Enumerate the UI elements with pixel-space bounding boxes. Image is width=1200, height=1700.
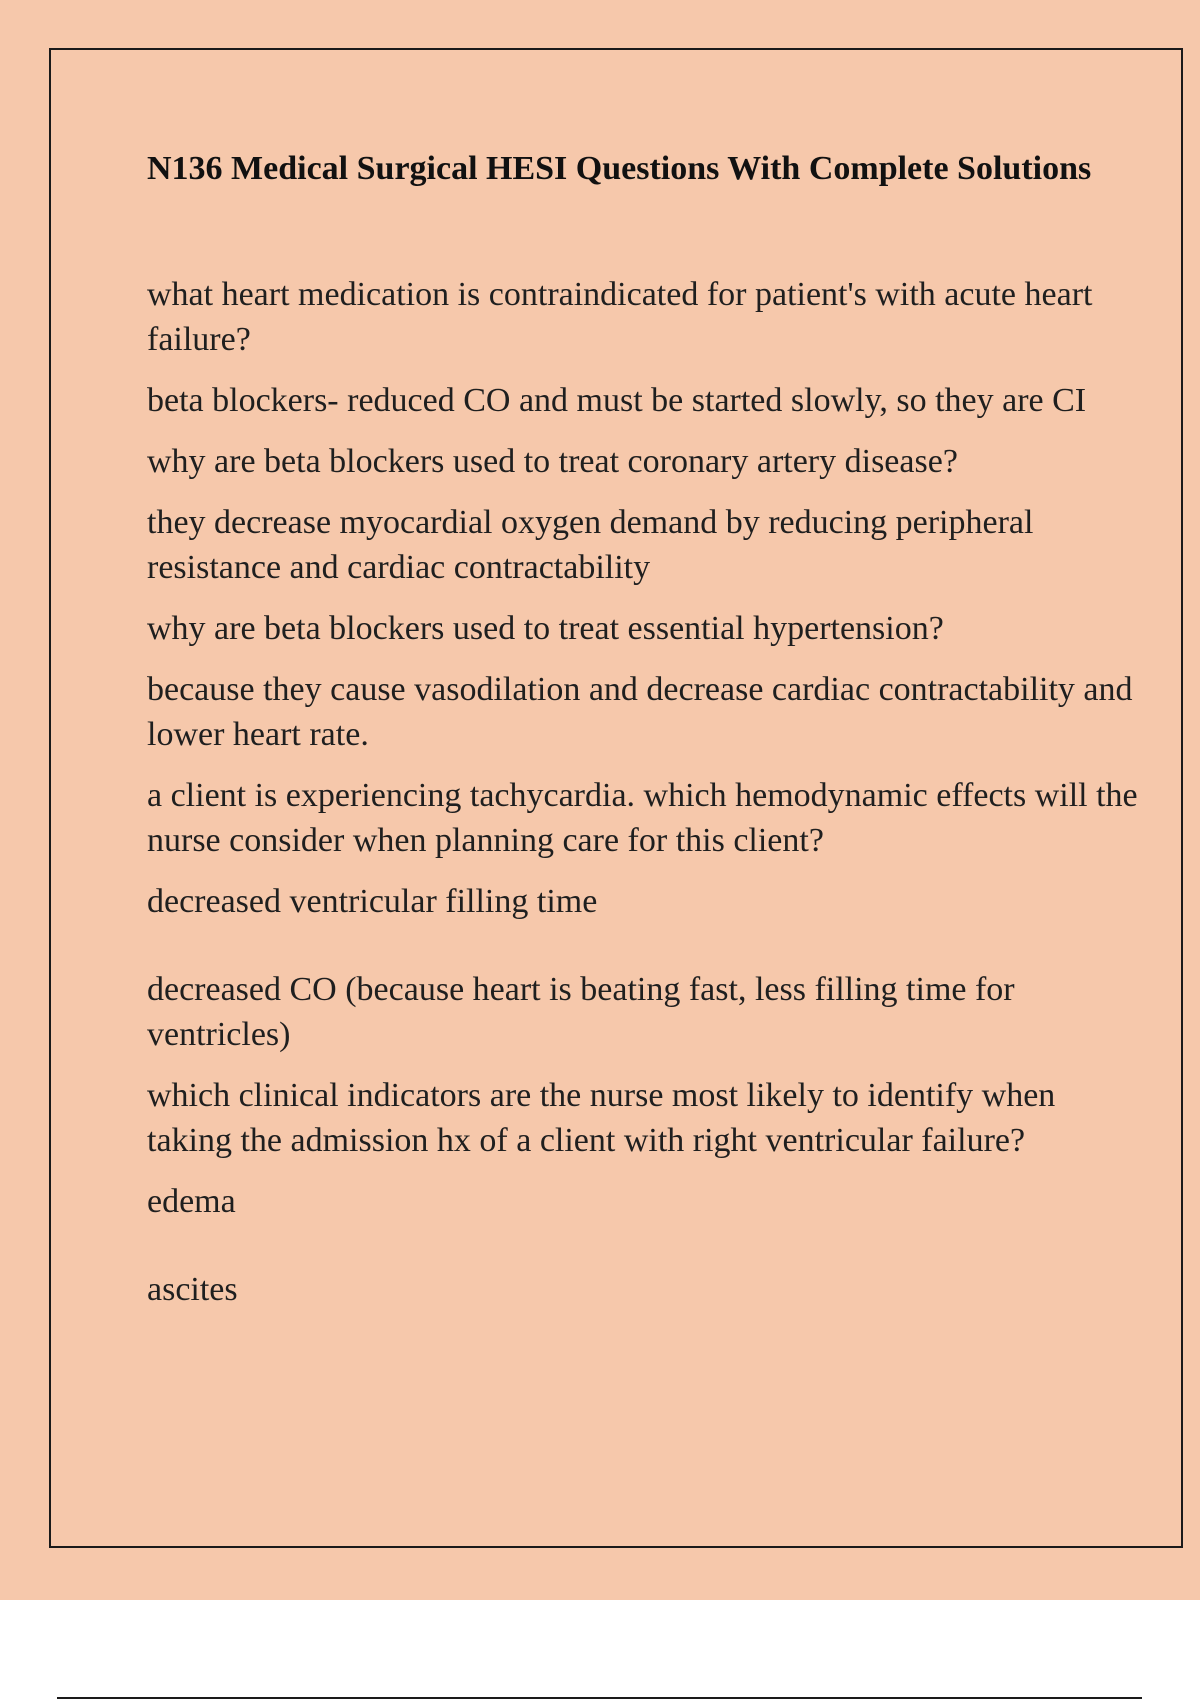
answer-text: edema [147,1183,236,1220]
question-text: why are beta blockers used to treat essential hypertension? [147,610,944,647]
footer-divider [57,1697,1142,1699]
question-text: why are beta blockers used to treat coronary artery disease? [147,443,958,480]
answer-text: beta blockers- reduced CO and must be started slowly, so they are CI [147,382,1087,419]
answer-text: ascites [147,1271,238,1308]
document-title: N136 Medical Surgical HESI Questions With Complete Solutions [147,150,1092,187]
question-text: what heart medication is contraindicated for patient's with acute heart failure? [147,276,1093,358]
qa-list [147,272,1147,1312]
document-content [147,146,1147,1328]
answer-text: decreased ventricular filling time [147,883,598,920]
question-text: a client is experiencing tachycardia. which hemodynamic effects will the nurse consider when planning care for this client? [147,777,1138,859]
answer-text: because they cause vasodilation and decrease cardiac contractability and lower heart rate. [147,671,1133,753]
answer-text: decreased CO (because heart is beating fast, less filling time for ventricles) [147,971,1015,1053]
answer-text: they decrease myocardial oxygen demand by reducing peripheral resistance and cardiac contractability [147,504,1034,586]
document-frame [49,48,1183,1548]
question-text: which clinical indicators are the nurse most likely to identify when taking the admission hx of a client with right ventricular failure? [147,1077,1056,1159]
